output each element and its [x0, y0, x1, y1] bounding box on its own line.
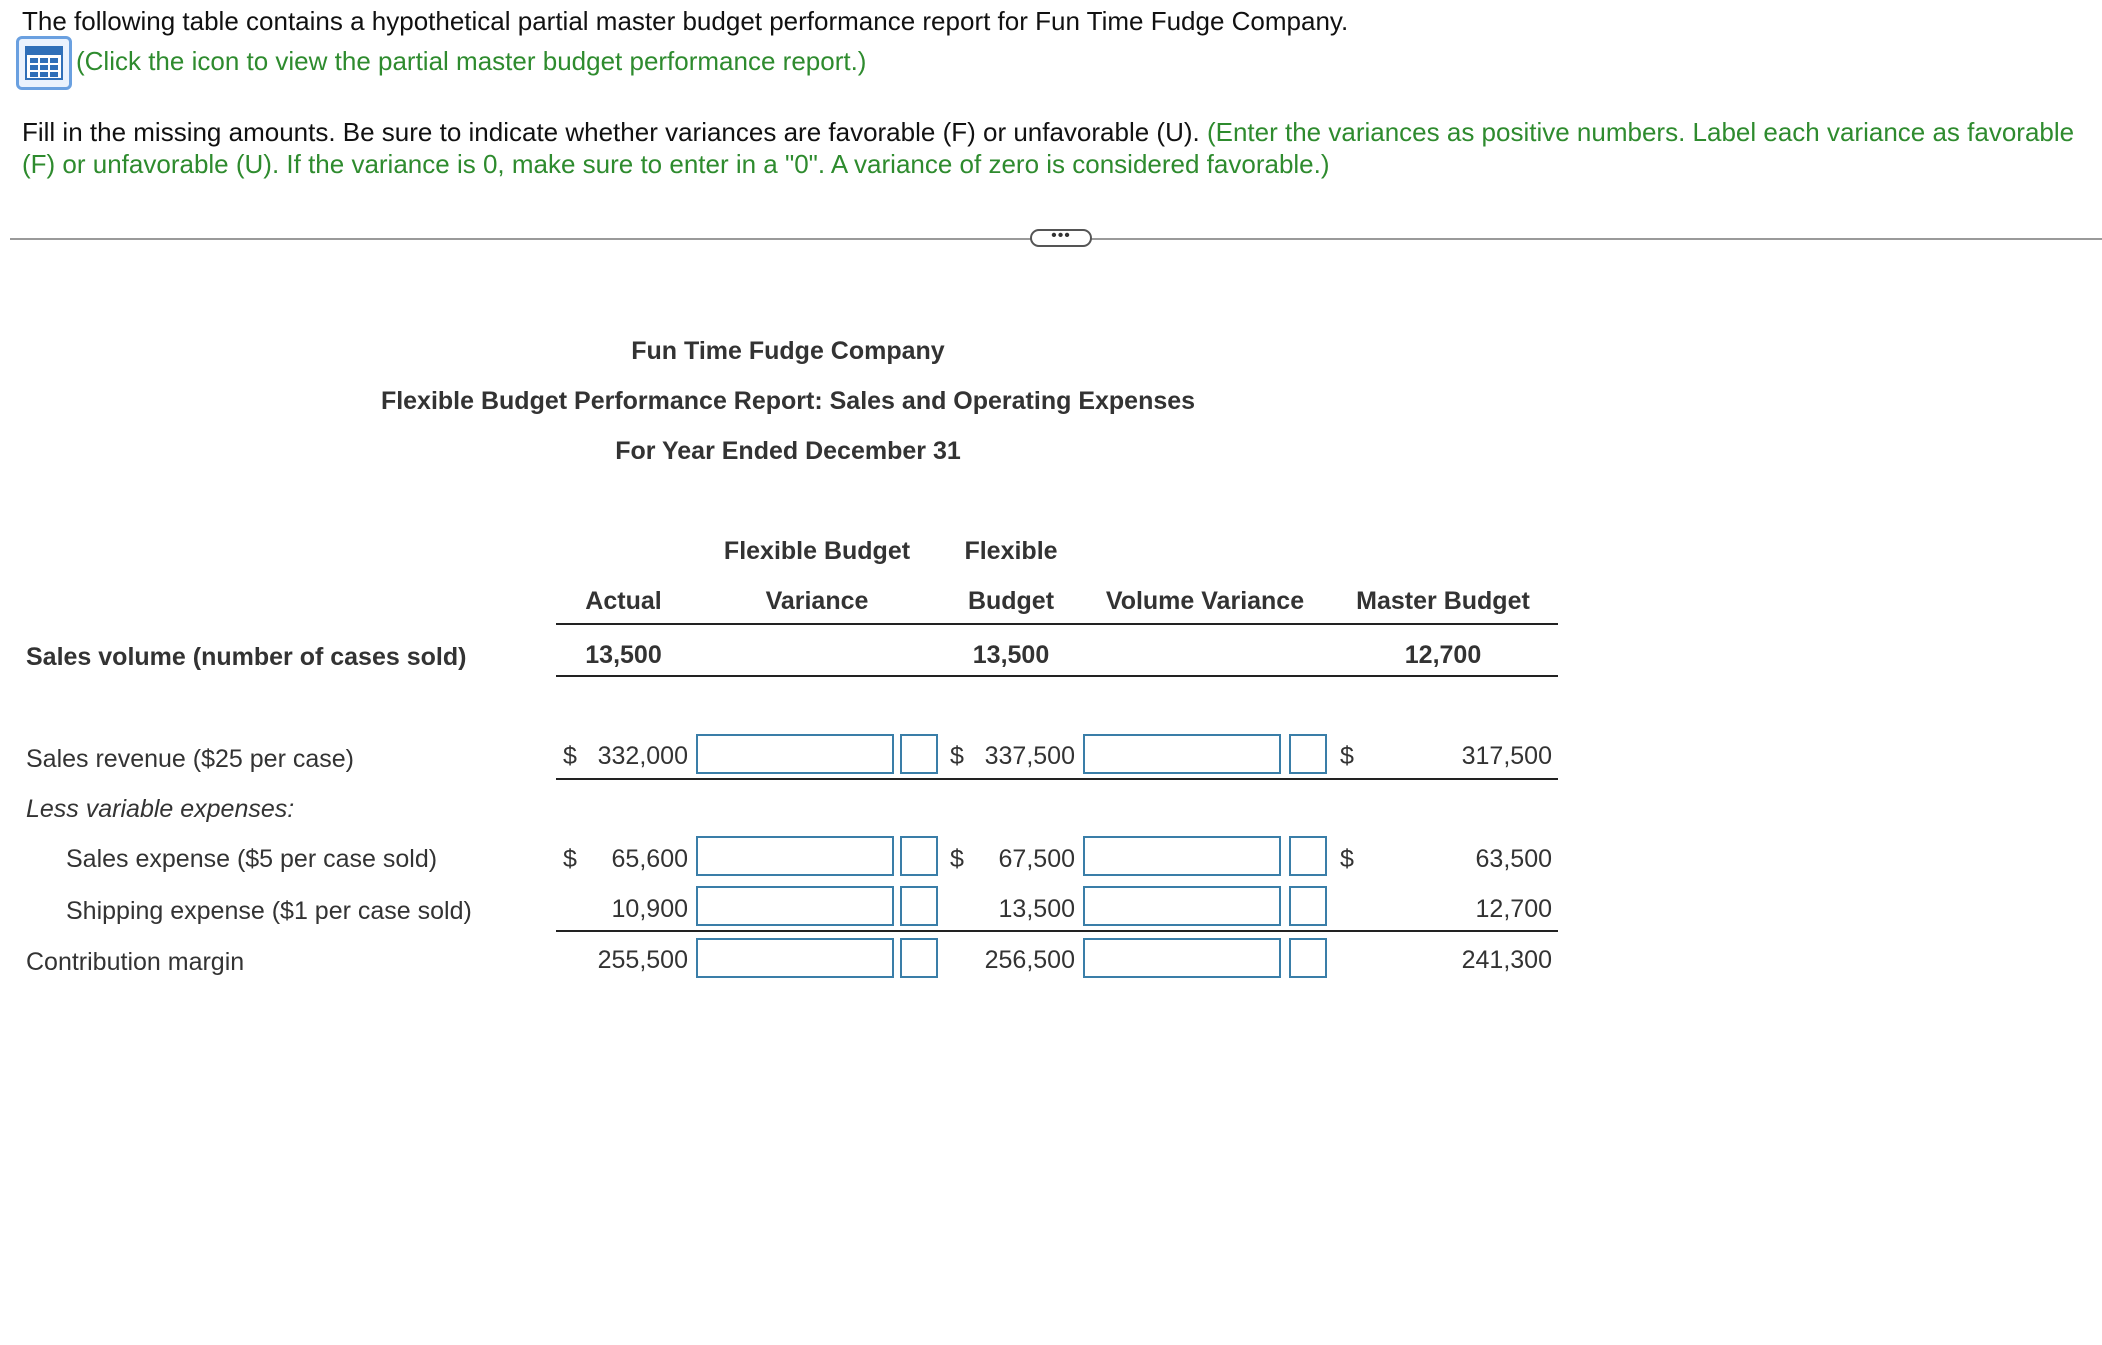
dollar-sign: $ — [950, 845, 964, 873]
header-volume-variance: Volume Variance — [1105, 587, 1305, 615]
contribution-margin-fb-variance-input[interactable] — [696, 938, 894, 978]
sales-expense-volume-variance-input[interactable] — [1083, 836, 1281, 876]
more-options-button[interactable]: ••• — [1030, 229, 1092, 247]
label-less-variable-expenses: Less variable expenses: — [26, 795, 295, 823]
contribution-margin-volume-variance-label-input[interactable] — [1289, 938, 1327, 978]
sales-expense-actual: 65,600 — [611, 845, 688, 873]
sales-expense-master: 63,500 — [1475, 845, 1552, 873]
contribution-margin-fb-variance-label-input[interactable] — [900, 938, 938, 978]
sales-expense-fb-variance-label-input[interactable] — [900, 836, 938, 876]
intro-text: The following table contains a hypothetical partial master budget performance report for Fun Time Fudge Company. — [22, 6, 1349, 36]
label-sales-revenue: Sales revenue ($25 per case) — [26, 745, 354, 773]
shipping-expense-fb-variance-label-input[interactable] — [900, 886, 938, 926]
sales-revenue-volume-variance-input[interactable] — [1083, 734, 1281, 774]
view-report-link[interactable]: (Click the icon to view the partial master budget performance report.) — [76, 46, 867, 76]
contribution-margin-volume-variance-input[interactable] — [1083, 938, 1281, 978]
contribution-margin-master: 241,300 — [1461, 946, 1552, 974]
volume-underline — [556, 675, 1558, 677]
sales-volume-master: 12,700 — [1404, 641, 1482, 669]
header-underline — [556, 623, 1558, 625]
label-sales-expense: Sales expense ($5 per case sold) — [66, 845, 438, 873]
label-sales-volume: Sales volume (number of cases sold) — [26, 643, 467, 671]
revenue-underline — [556, 778, 1558, 780]
expense-underline — [556, 930, 1558, 932]
dollar-sign: $ — [950, 742, 964, 770]
sales-revenue-master: 317,500 — [1461, 742, 1552, 770]
contribution-margin-actual: 255,500 — [597, 946, 688, 974]
instructions-hint: (Enter the variances as positive numbers. Label each variance as favorable (F) or unfavorable (U). If the variance is 0, make sure to enter in a "0". A variance of zero is considered favorable.) — [22, 117, 2075, 179]
header-master-budget: Master Budget — [1356, 587, 1530, 615]
sales-expense-flexible: 67,500 — [998, 845, 1075, 873]
shipping-expense-volume-variance-label-input[interactable] — [1289, 886, 1327, 926]
sales-revenue-fb-variance-input[interactable] — [696, 734, 894, 774]
label-shipping-expense: Shipping expense ($1 per case sold) — [66, 897, 472, 925]
shipping-expense-fb-variance-input[interactable] — [696, 886, 894, 926]
header-fb-variance-line1: Flexible Budget — [723, 537, 911, 565]
header-flexible-line2: Budget — [967, 587, 1055, 615]
sales-expense-fb-variance-input[interactable] — [696, 836, 894, 876]
dollar-sign: $ — [563, 742, 577, 770]
dollar-sign: $ — [1340, 845, 1354, 873]
report-company: Fun Time Fudge Company — [631, 337, 945, 365]
report-title: Flexible Budget Performance Report: Sales and Operating Expenses — [380, 387, 1196, 415]
header-fb-variance-line2: Variance — [765, 587, 869, 615]
sales-revenue-fb-variance-label-input[interactable] — [900, 734, 938, 774]
label-contribution-margin: Contribution margin — [26, 948, 245, 976]
header-actual: Actual — [585, 587, 662, 615]
sales-revenue-actual: 332,000 — [597, 742, 688, 770]
shipping-expense-volume-variance-input[interactable] — [1083, 886, 1281, 926]
shipping-expense-actual: 10,900 — [611, 895, 688, 923]
sales-volume-flexible: 13,500 — [972, 641, 1050, 669]
instructions — [22, 116, 2102, 180]
sales-volume-actual: 13,500 — [585, 641, 662, 669]
sales-revenue-volume-variance-label-input[interactable] — [1289, 734, 1327, 774]
contribution-margin-flexible: 256,500 — [984, 946, 1075, 974]
table-icon[interactable] — [16, 36, 72, 90]
instructions-main: Fill in the missing amounts. Be sure to indicate whether variances are favorable (F) or unfavorable (U). — [22, 117, 1200, 147]
dollar-sign: $ — [563, 845, 577, 873]
header-flexible-line1: Flexible — [964, 537, 1058, 565]
shipping-expense-flexible: 13,500 — [998, 895, 1075, 923]
shipping-expense-master: 12,700 — [1475, 895, 1552, 923]
dollar-sign: $ — [1340, 742, 1354, 770]
report-period: For Year Ended December 31 — [615, 437, 961, 465]
sales-revenue-flexible: 337,500 — [984, 742, 1075, 770]
sales-expense-volume-variance-label-input[interactable] — [1289, 836, 1327, 876]
